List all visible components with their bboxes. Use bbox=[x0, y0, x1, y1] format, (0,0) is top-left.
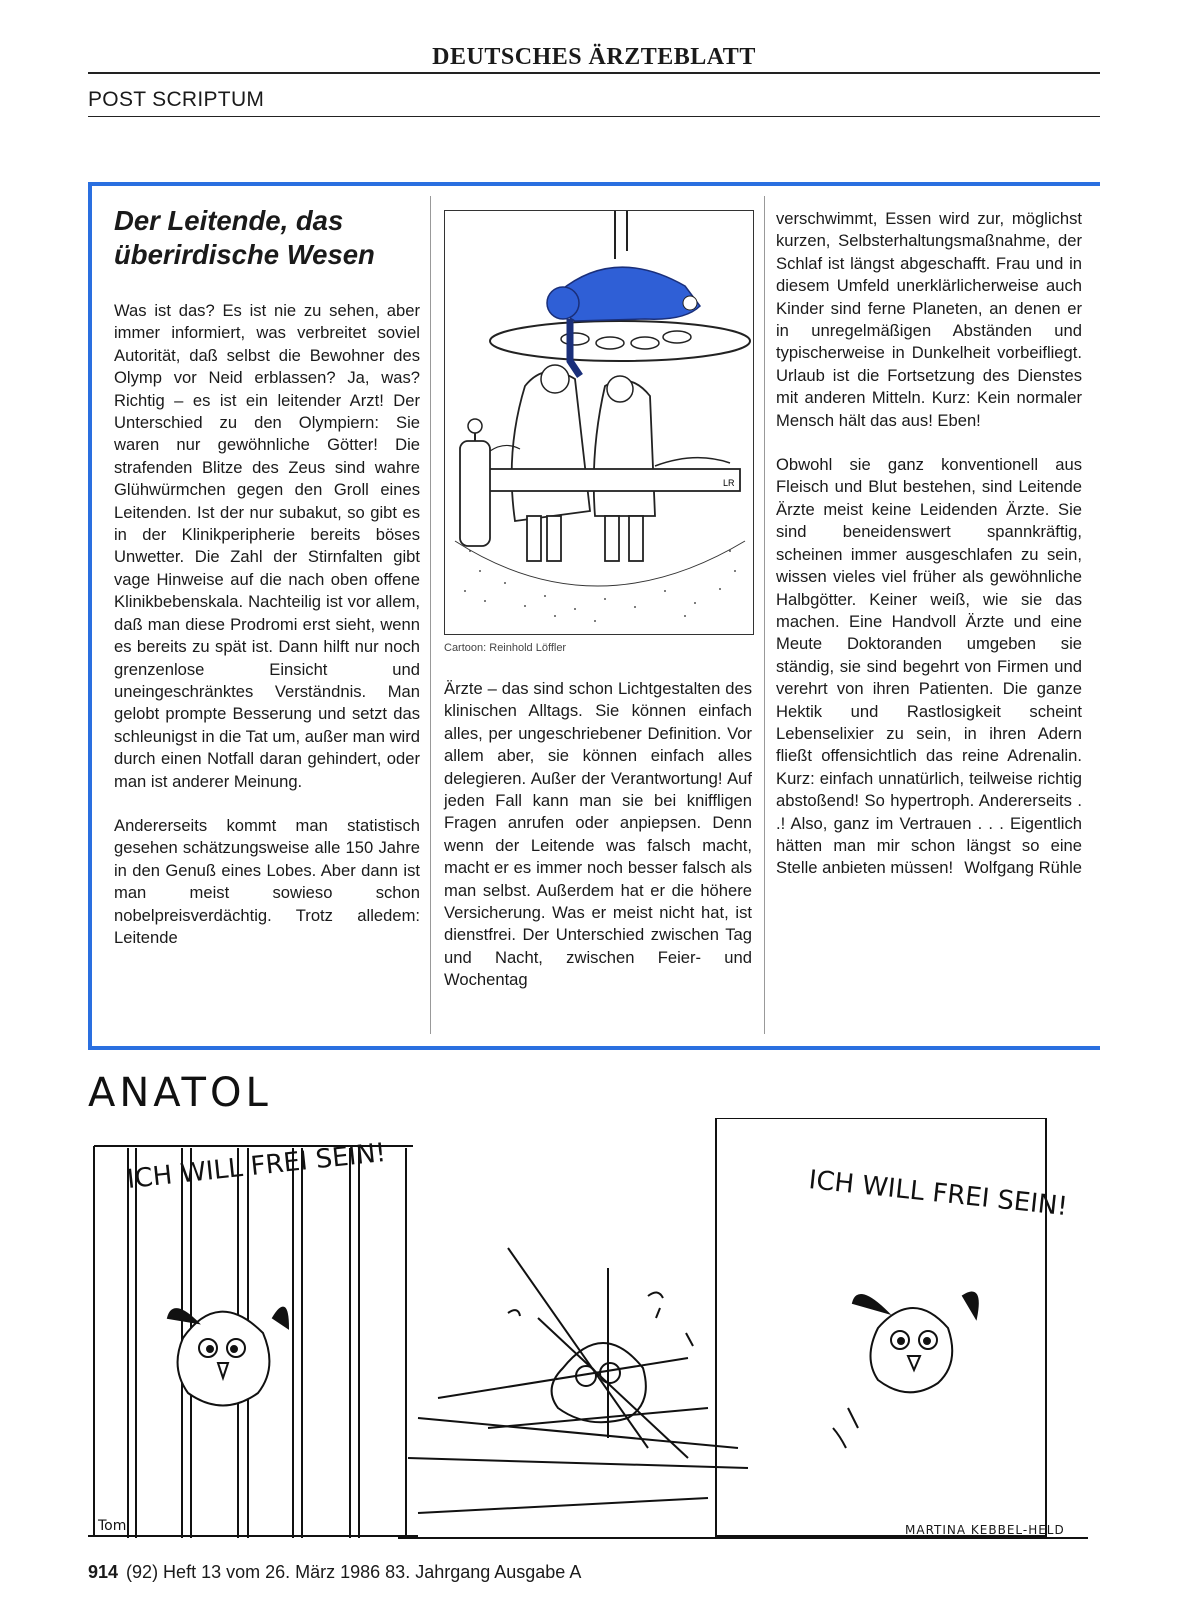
paragraph-text: Obwohl sie ganz konventionell aus Fleisch und Blut bestehen, sind Leitende Ärzte meist keine Leidenden Ärzte. Sie sind beneidenswert spannkräftig, scheinen immer ausgeschlafen zu sein, wissen vieles viel früher als gewöhnliche Halbgötter. Keiner weiß, wie sie das machen. Eine Handvoll Ärzte und eine Meute Doktoranden umgeben sie ständig, sie sind begehrt von Firmen und verehrt von ihren Patienten. Die ganze Hektik und Rastlosigkeit scheint Lebenselixier zu sein, in ihren Adern fließt offensichtlich das reine Adrenalin. Kurz: einfach unnatürlich, teilweise richtig abstoßend! So hypertroph. Andererseits . .! Also, ganz im Vertrauen . . . Eigentlich hätten man mir schon längst so eine Stelle anbieten müssen! bbox=[776, 455, 1082, 878]
surgery-cartoon-drawing bbox=[445, 211, 752, 633]
column-divider bbox=[430, 196, 431, 1034]
article-column-1 bbox=[114, 300, 420, 971]
article-column-3 bbox=[776, 208, 1082, 880]
paragraph: Andererseits kommt man statistisch gesehen schätzungsweise alle 150 Jahre in den Genuß eines Lobes. Aber dann ist man meist sowieso schon nobelpreisverdächtig. Trotz alledem: Leitende bbox=[114, 815, 420, 947]
speech-text: ICH WILL FREI SEIN! bbox=[125, 1137, 388, 1195]
masthead-rule bbox=[88, 72, 1100, 74]
column-divider bbox=[764, 196, 765, 1034]
section-title: POST SCRIPTUM bbox=[88, 88, 265, 111]
page-footer bbox=[88, 1562, 581, 1583]
anatol-comic-strip bbox=[88, 1118, 1088, 1558]
cartoon-credit: Cartoon: Reinhold Löffler bbox=[444, 642, 567, 654]
comic-title-text: ANATOL bbox=[88, 1070, 272, 1114]
comic-title bbox=[86, 1068, 316, 1114]
masthead: DEUTSCHES ÄRZTEBLATT bbox=[432, 44, 756, 70]
section-rule bbox=[88, 116, 1100, 117]
cartoon-sign: LR bbox=[723, 478, 735, 488]
surgery-cartoon bbox=[444, 210, 754, 635]
paragraph: verschwimmt, Essen wird zur, möglichst kurzen, Selbsterhaltungsmaßnahme, der Schlaf ist längst abgeschafft. Frau und in diesem Umfeld unerklärlicherweise auch Kinder sind ferne Planeten, an denen er in unregelmäßigen Abständen und typischerweise in Dunkelheit vorbeifliegt. Urlaub ist die Fortsetzung des Dienstes mit anderen Mitteln. Kurz: Kein normaler Mensch hält das aus! Eben! bbox=[776, 209, 1082, 430]
paragraph: Ärzte – das sind schon Lichtgestalten des klinischen Alltags. Sie können einfach alles, per ungeschriebener Definition. Vor allem aber, sie können einfach alles delegieren. Außer der Verantwortung! Auf jeden Fall kann man sie bei kniffligen Fragen anrufen oder anpiepsen. Denn wenn der Leitende was falsch macht, macht er es immer noch besser falsch als man selbst. Außerdem hat er die höhere Versicherung. Was er meist nicht hat, ist dienstfrei. Der Unterschied zwischen Tag und Nacht, zwischen Feier- und Wochentag bbox=[444, 679, 752, 990]
paragraph bbox=[776, 454, 1082, 880]
speech-text: ICH WILL FREI SEIN! bbox=[807, 1165, 1070, 1223]
article-title: Der Leitende, das überirdische Wesen bbox=[114, 205, 375, 270]
issue-info: (92) Heft 13 vom 26. März 1986 83. Jahrgang Ausgabe A bbox=[126, 1562, 582, 1582]
paragraph: Was ist das? Es ist nie zu sehen, aber immer informiert, was verbreitet soviel Autorität, daß selbst die Bewohner des Olymp vor Neid erblassen? Ja, was? Richtig – es ist ein leitender Arzt! Der Unterschied zu den Olympiern: Sie waren nur gewöhnliche Götter! Die strafenden Blitze des Zeus sind wahre Glühwürmchen gegen den Groll eines Leitenden. Ist der nur subakut, so gibt es in der Klinikperipherie bereits böses Unwetter. Die Zahl der Stirnfalten gibt vage Hinweise auf die nach oben offene Klinikbebenskala. Nachteilig ist vor allem, daß man diese Prodromi erst sieht, wenn es bereits zu spät ist. Dann hilft nur noch grenzenlose Einsicht und uneingeschränktes Verständnis. Man gelobt prompte Besserung und setzt das schleunigst in die Tat um, außer man wird durch einen Notfall daran gehindert, oder man ist anderer Meinung. bbox=[114, 301, 420, 791]
page-number: 914 bbox=[88, 1562, 119, 1582]
panel-signature: Tom bbox=[98, 1518, 127, 1534]
author: Wolfgang Rühle bbox=[964, 858, 1082, 878]
comic-signature: MARTINA KEBBEL-HELD bbox=[905, 1523, 1065, 1537]
article-column-2 bbox=[444, 678, 752, 1014]
